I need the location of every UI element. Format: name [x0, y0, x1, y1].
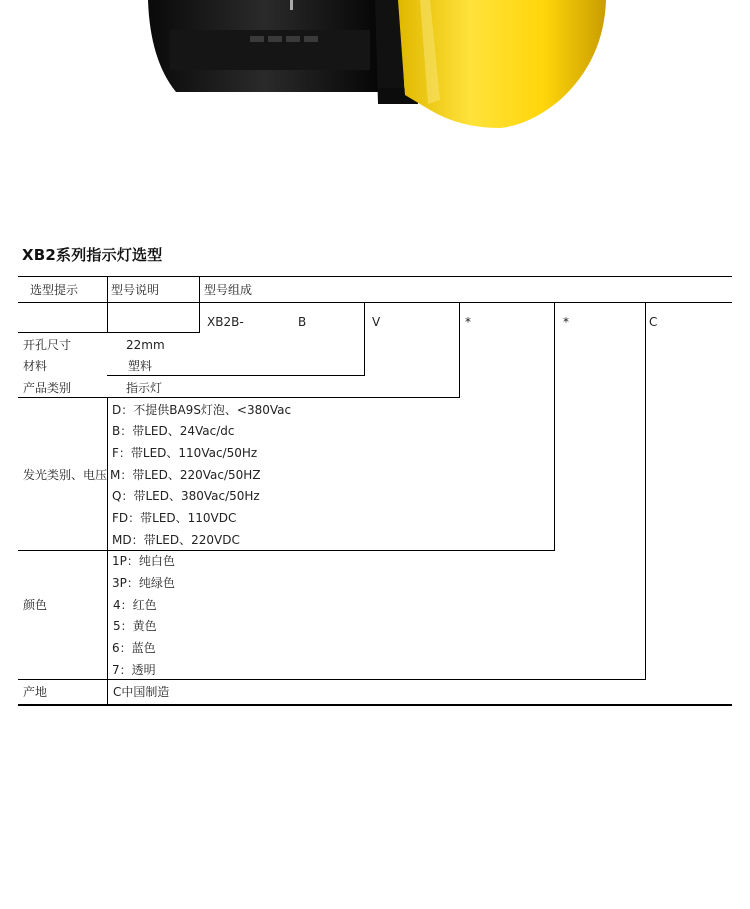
hole-size-value: 22mm: [126, 338, 165, 352]
material-value: 塑料: [128, 359, 153, 373]
model-part-star-1: *: [465, 315, 471, 329]
header-hint: 选型提示: [30, 283, 79, 297]
color-option: 4：红色: [113, 598, 157, 612]
origin-value: C中国制造: [113, 685, 170, 699]
model-part-star-2: *: [563, 315, 569, 329]
origin-label: 产地: [23, 685, 48, 699]
model-part-c: C: [649, 315, 658, 329]
table-top-border: [18, 276, 732, 277]
hole-size-label: 开孔尺寸: [23, 338, 72, 352]
color-option: 3P：纯绿色: [112, 576, 175, 590]
table-border: [18, 397, 460, 398]
color-option: 6：蓝色: [112, 641, 156, 655]
category-label: 产品类别: [23, 381, 72, 395]
light-option: F：带LED、110Vac/50Hz: [112, 446, 258, 460]
model-part-b: B: [298, 315, 307, 329]
light-option: D：不提供BA9S灯泡、<380Vac: [112, 403, 292, 417]
header-desc: 型号说明: [111, 283, 160, 297]
light-option: M：带LED、220Vac/50HZ: [110, 468, 261, 482]
table-border: [18, 550, 555, 551]
table-border: [107, 375, 365, 376]
light-option: B：带LED、24Vac/dc: [112, 424, 235, 438]
color-option: 5：黄色: [113, 619, 157, 633]
table-border: [199, 276, 200, 333]
material-label: 材料: [23, 359, 48, 373]
header-compose: 型号组成: [204, 283, 253, 297]
table-border: [645, 302, 646, 680]
table-border: [554, 302, 555, 551]
light-option: MD：带LED、220VDC: [112, 533, 240, 547]
table-border: [107, 276, 108, 333]
table-border: [459, 302, 460, 398]
light-option: Q：带LED、380Vac/50Hz: [112, 489, 260, 503]
page-title: XB2系列指示灯选型: [22, 246, 163, 264]
table-bottom-border: [18, 704, 732, 706]
table-border: [107, 397, 108, 706]
table-border: [18, 302, 732, 303]
table-border: [18, 679, 646, 680]
color-option: 7：透明: [112, 663, 156, 677]
table-border: [18, 332, 200, 333]
light-option: FD：带LED、110VDC: [112, 511, 237, 525]
model-prefix: XB2B-: [207, 315, 244, 329]
color-option: 1P：纯白色: [112, 554, 175, 568]
color-label: 颜色: [23, 598, 48, 612]
model-part-v: V: [372, 315, 381, 329]
category-value: 指示灯: [126, 381, 163, 395]
light-type-label: 发光类别、电压: [23, 468, 108, 482]
table-border: [364, 302, 365, 376]
product-photo: [0, 0, 750, 135]
